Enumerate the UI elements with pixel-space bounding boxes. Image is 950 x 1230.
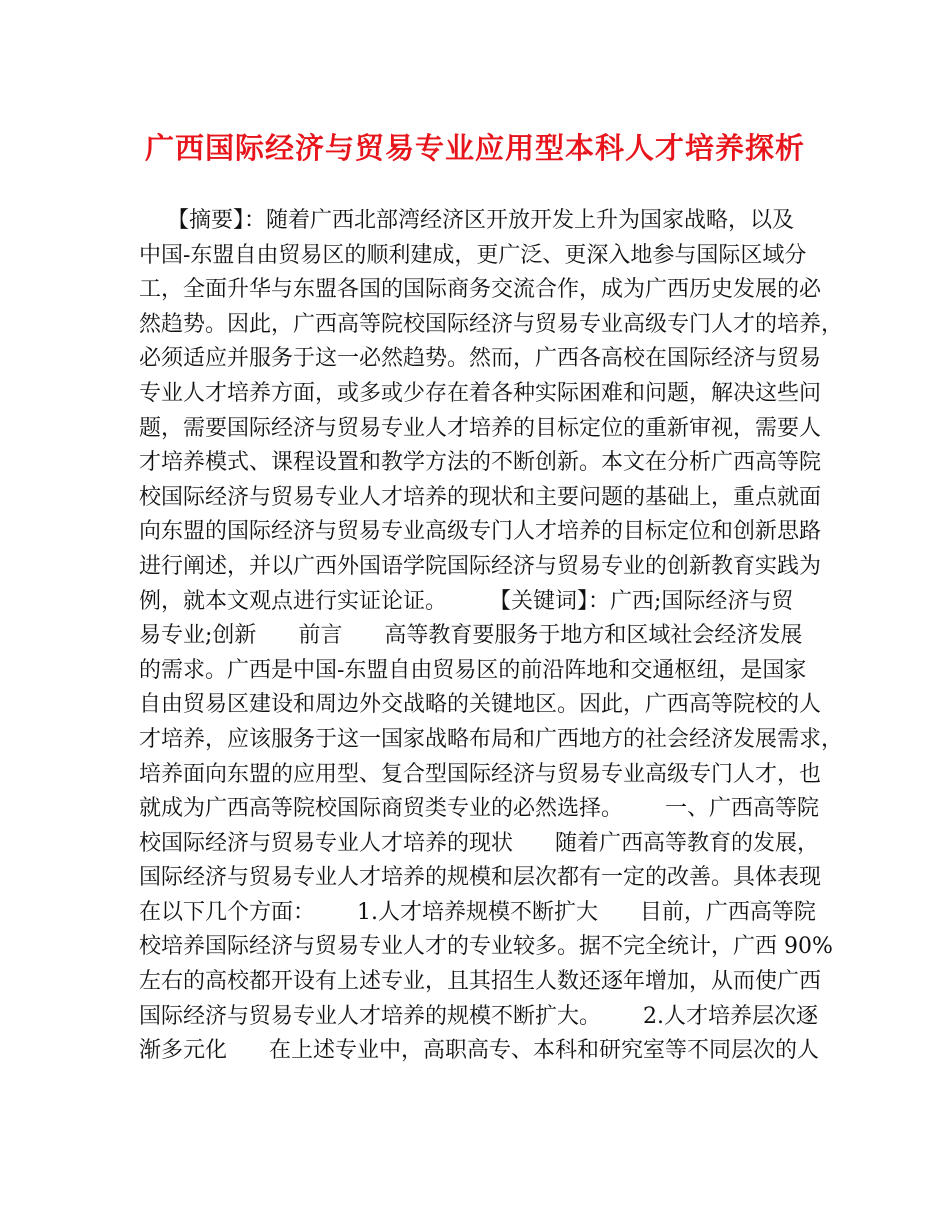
document-title: 广西国际经济与贸易专业应用型本科人才培养探析 (144, 131, 805, 165)
body-line: 渐多元化 在上述专业中，高职高专、本科和研究室等不同层次的人 (139, 1038, 819, 1064)
body-line: 左右的高校都开设有上述专业，且其招生人数还逐年增加，从而使广西 (139, 969, 822, 995)
body-line: 才培养，应该服务于这一国家战略布局和广西地方的社会经济发展需求， (139, 726, 844, 752)
body-line: 在以下几个方面： 1.人才培养规模不断扩大 目前，广西高等院 (139, 899, 816, 925)
body-line: 工，全面升华与东盟各国的国际商务交流合作，成为广西历史发展的必 (139, 277, 822, 303)
body-line: 易专业;创新 前言 高等教育要服务于地方和区域社会经济发展 (139, 623, 803, 649)
document-body (139, 204, 844, 1069)
body-line: 例，就本文观点进行实证论证。 【关键词】：广西;国际经济与贸 (139, 588, 794, 614)
body-line: 中国-东盟自由贸易区的顺利建成，更广泛、更深入地参与国际区域分 (139, 242, 807, 268)
body-line: 向东盟的国际经济与贸易专业高级专门人才培养的目标定位和创新思路 (139, 519, 822, 545)
body-line: 的需求。广西是中国-东盟自由贸易区的前沿阵地和交通枢纽，是国家 (139, 657, 807, 683)
body-line: 题，需要国际经济与贸易专业人才培养的目标定位的重新审视，需要人 (139, 415, 822, 441)
body-line: 培养面向东盟的应用型、复合型国际经济与贸易专业高级专门人才，也 (139, 761, 822, 787)
body-line: 自由贸易区建设和周边外交战略的关键地区。因此，广西高等院校的人 (139, 692, 822, 718)
body-line: 国际经济与贸易专业人才培养的规模不断扩大。 2.人才培养层次逐 (139, 1003, 818, 1029)
body-line: 才培养模式、课程设置和教学方法的不断创新。本文在分析广西高等院 (139, 450, 822, 476)
body-line: 校国际经济与贸易专业人才培养的现状 随着广西高等教育的发展， (139, 830, 819, 856)
body-line: 校培养国际经济与贸易专业人才的专业较多。据不完全统计，广西 90% (139, 934, 833, 960)
body-line: 专业人才培养方面，或多或少存在着各种实际困难和问题，解决这些问 (139, 380, 822, 406)
body-line: 必须适应并服务于这一必然趋势。然而，广西各高校在国际经济与贸易 (139, 346, 822, 372)
body-line: 就成为广西高等院校国际商贸类专业的必然选择。 一、广西高等院 (139, 796, 819, 822)
body-line: 【摘要】：随着广西北部湾经济区开放开发上升为国家战略，以及 (139, 208, 794, 233)
body-line: 然趋势。因此，广西高等院校国际经济与贸易专业高级专门人才的培养， (139, 311, 844, 337)
body-line: 校国际经济与贸易专业人才培养的现状和主要问题的基础上，重点就面 (139, 484, 822, 510)
body-line: 国际经济与贸易专业人才培养的规模和层次都有一定的改善。具体表现 (139, 865, 822, 891)
body-line: 进行阐述，并以广西外国语学院国际经济与贸易专业的创新教育实践为 (139, 553, 822, 579)
